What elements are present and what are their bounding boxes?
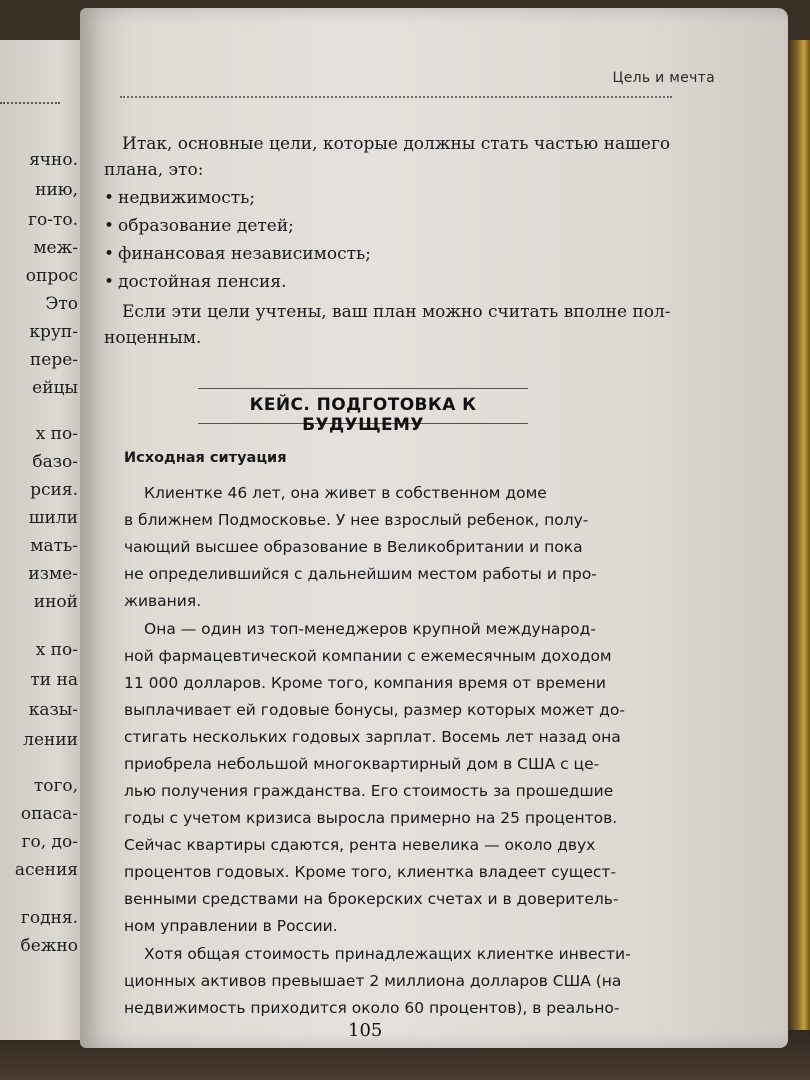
body-line: Клиентке 46 лет, она живет в собственном доме	[144, 484, 547, 502]
page-number: 105	[348, 1020, 383, 1041]
body-line: чающий высшее образование в Великобритании и пока	[124, 538, 583, 556]
body-line: процентов годовых. Кроме того, клиентка владеет сущест-	[124, 863, 617, 881]
left-line: ти на	[30, 670, 78, 690]
body-line: не определившийся с дальнейшим местом работы и про-	[124, 565, 597, 583]
body-line: ном управлении в России.	[124, 917, 338, 935]
section-subheading: Исходная ситуация	[124, 450, 287, 466]
body-line: стигать нескольких годовых зарплат. Восемь лет назад она	[124, 728, 621, 746]
left-line: иной	[33, 592, 78, 612]
body-line: недвижимость приходится около 60 процентов), в реально-	[124, 999, 620, 1017]
left-line: бежно	[20, 936, 78, 956]
bullet-item: • достойная пенсия.	[104, 272, 287, 292]
intro-line: Итак, основные цели, которые должны стать частью нашего	[122, 134, 671, 154]
left-line: изме-	[28, 564, 78, 584]
left-line: асения	[14, 860, 78, 880]
running-head: Цель и мечта	[612, 70, 715, 86]
left-line: меж-	[33, 238, 78, 258]
bullet-item: • недвижимость;	[104, 188, 255, 208]
left-line: круп-	[29, 322, 78, 342]
body-line: живания.	[124, 592, 202, 610]
left-line: го-то.	[28, 210, 78, 230]
body-line: лью получения гражданства. Его стоимость за прошедшие	[124, 782, 614, 800]
intro-line: плана, это:	[104, 160, 204, 180]
left-line: базо-	[32, 452, 78, 472]
body-line: ционных активов превышает 2 миллиона долларов США (на	[124, 972, 622, 990]
left-line: мать-	[30, 536, 78, 556]
case-title: КЕЙС. ПОДГОТОВКА К БУДУЩЕМУ	[249, 395, 477, 435]
bullet-item: • образование детей;	[104, 216, 294, 236]
conclusion-line: ноценным.	[104, 328, 202, 348]
header-rule	[120, 96, 672, 98]
case-heading-box	[198, 388, 528, 435]
left-line: Это	[45, 294, 78, 314]
left-line: опрос	[25, 266, 78, 286]
body-line: ной фармацевтической компании с ежемесячным доходом	[124, 647, 612, 665]
left-line: опаса-	[20, 804, 78, 824]
right-page	[80, 8, 788, 1048]
left-line: годня.	[20, 908, 78, 928]
body-line: Она — один из топ-менеджеров крупной международ-	[144, 620, 596, 638]
left-line: лении	[23, 730, 78, 750]
left-line: нию,	[35, 180, 78, 200]
left-line: х по-	[35, 640, 78, 660]
bullet-item: • финансовая независимость;	[104, 244, 371, 264]
conclusion-line: Если эти цели учтены, ваш план можно считать вполне пол-	[122, 302, 671, 322]
body-line: Хотя общая стоимость принадлежащих клиентке инвести-	[144, 945, 631, 963]
body-line: в ближнем Подмосковье. У нее взрослый ребенок, полу-	[124, 511, 589, 529]
body-line: Сейчас квартиры сдаются, рента невелика — около двух	[124, 836, 596, 854]
left-line: казы-	[28, 700, 78, 720]
left-line: пере-	[29, 350, 78, 370]
body-line: венными средствами на брокерских счетах и в доверитель-	[124, 890, 619, 908]
left-line: х по-	[35, 424, 78, 444]
body-line: приобрела небольшой многоквартирный дом в США с це-	[124, 755, 600, 773]
left-line: того,	[33, 776, 78, 796]
body-line: 11 000 долларов. Кроме того, компания время от времени	[124, 674, 606, 692]
left-line: ячно.	[29, 150, 78, 170]
left-line: шили	[28, 508, 78, 528]
left-line: го, до-	[21, 832, 78, 852]
left-line: рсия.	[30, 480, 78, 500]
left-line: ейцы	[32, 378, 78, 398]
body-line: выплачивает ей годовые бонусы, размер которых может до-	[124, 701, 625, 719]
left-head-rule	[0, 102, 60, 104]
body-line: годы с учетом кризиса выросла примерно на 25 процентов.	[124, 809, 618, 827]
